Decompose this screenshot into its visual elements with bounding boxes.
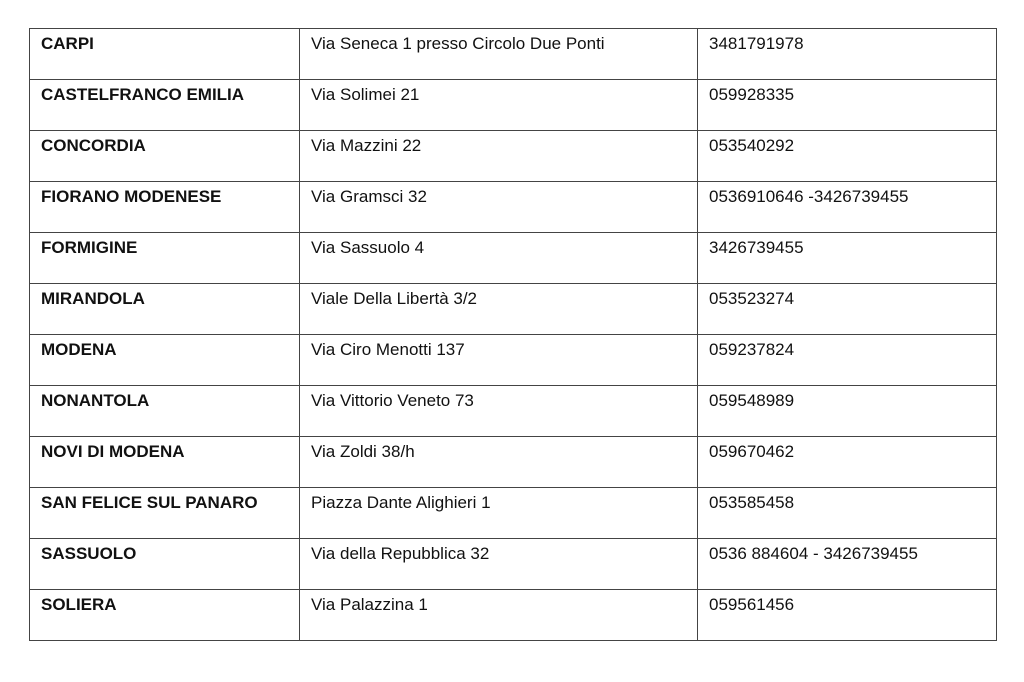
address-cell: Via Gramsci 32 <box>300 182 698 233</box>
office-directory-table <box>29 28 997 641</box>
table-row <box>30 539 997 590</box>
address-cell: Via Solimei 21 <box>300 80 698 131</box>
city-cell: NOVI DI MODENA <box>30 437 300 488</box>
table-row <box>30 182 997 233</box>
address-cell: Via Ciro Menotti 137 <box>300 335 698 386</box>
city-cell: SASSUOLO <box>30 539 300 590</box>
table-row <box>30 335 997 386</box>
city-cell: NONANTOLA <box>30 386 300 437</box>
table-row <box>30 488 997 539</box>
address-cell: Via della Repubblica 32 <box>300 539 698 590</box>
address-cell: Via Seneca 1 presso Circolo Due Ponti <box>300 29 698 80</box>
phone-cell: 3426739455 <box>698 233 997 284</box>
address-cell: Via Zoldi 38/h <box>300 437 698 488</box>
phone-cell: 0536 884604 - 3426739455 <box>698 539 997 590</box>
phone-cell: 053523274 <box>698 284 997 335</box>
city-cell: FORMIGINE <box>30 233 300 284</box>
city-cell: CARPI <box>30 29 300 80</box>
phone-cell: 059928335 <box>698 80 997 131</box>
address-cell: Via Mazzini 22 <box>300 131 698 182</box>
city-cell: CONCORDIA <box>30 131 300 182</box>
table-row <box>30 233 997 284</box>
city-cell: SAN FELICE SUL PANARO <box>30 488 300 539</box>
city-cell: CASTELFRANCO EMILIA <box>30 80 300 131</box>
address-cell: Viale Della Libertà 3/2 <box>300 284 698 335</box>
city-cell: SOLIERA <box>30 590 300 641</box>
phone-cell: 053540292 <box>698 131 997 182</box>
address-cell: Via Vittorio Veneto 73 <box>300 386 698 437</box>
table-row <box>30 80 997 131</box>
phone-cell: 053585458 <box>698 488 997 539</box>
address-cell: Via Sassuolo 4 <box>300 233 698 284</box>
phone-cell: 3481791978 <box>698 29 997 80</box>
table-row <box>30 29 997 80</box>
city-cell: MIRANDOLA <box>30 284 300 335</box>
city-cell: FIORANO MODENESE <box>30 182 300 233</box>
address-cell: Via Palazzina 1 <box>300 590 698 641</box>
address-cell: Piazza Dante Alighieri 1 <box>300 488 698 539</box>
city-cell: MODENA <box>30 335 300 386</box>
phone-cell: 059670462 <box>698 437 997 488</box>
table-row <box>30 590 997 641</box>
table-row <box>30 131 997 182</box>
phone-cell: 0536910646 -3426739455 <box>698 182 997 233</box>
phone-cell: 059561456 <box>698 590 997 641</box>
phone-cell: 059237824 <box>698 335 997 386</box>
table-row <box>30 437 997 488</box>
phone-cell: 059548989 <box>698 386 997 437</box>
table-row <box>30 386 997 437</box>
table-row <box>30 284 997 335</box>
